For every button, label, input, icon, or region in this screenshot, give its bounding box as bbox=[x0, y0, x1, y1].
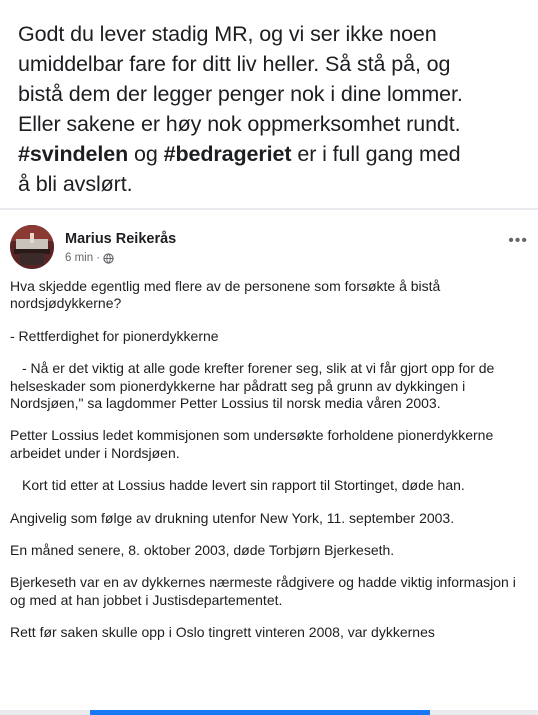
divider bbox=[0, 208, 538, 210]
caption-line: umiddelbar fare for ditt liv heller. Så stå på, og bbox=[18, 52, 451, 76]
caption-line: bistå dem der legger penger nok i dine lommer. bbox=[18, 82, 463, 106]
avatar[interactable] bbox=[10, 225, 54, 269]
post-paragraph: Rett før saken skulle opp i Oslo tingrett vinteren 2008, var dykkernes bbox=[10, 624, 435, 641]
caption-line: Godt du lever stadig MR, og vi ser ikke noen bbox=[18, 22, 437, 46]
caption-line: å bli avslørt. bbox=[18, 172, 133, 196]
caption-fragment: er i full gang med bbox=[291, 142, 461, 166]
post-paragraph: Hva skjedde egentlig med flere av de personene som forsøkte å bistå nordsjødykkerne? bbox=[10, 278, 441, 312]
author-name[interactable]: Marius Reikerås bbox=[65, 231, 177, 247]
globe-icon bbox=[103, 253, 114, 264]
caption-text bbox=[18, 19, 533, 199]
post-paragraph: En måned senere, 8. oktober 2003, døde Torbjørn Bjerkeseth. bbox=[10, 542, 395, 559]
bottom-bar bbox=[0, 710, 538, 715]
hashtag-link[interactable]: #svindelen bbox=[18, 142, 129, 166]
dot-separator: · bbox=[96, 252, 100, 264]
post-time[interactable]: 6 min bbox=[65, 252, 94, 264]
caption-line bbox=[18, 139, 533, 169]
post-paragraph: - Nå er det viktig at alle gode krefter forener seg, slik at vi får gjort opp for de helseskader som pionerdykkerne har pådratt seg på grunn av dykkingen i Nordsjøen," sa lagdommer Petter Lossius til norsk media våren 2003. bbox=[10, 360, 495, 412]
post-paragraph: Kort tid etter at Lossius hadde levert sin rapport til Stortinget, døde han. bbox=[22, 477, 465, 494]
post-paragraph: Angivelig som følge av drukning utenfor New York, 11. september 2003. bbox=[10, 509, 455, 526]
post-paragraph: Bjerkeseth var en av dykkernes nærmeste rådgivere og hadde viktig informasjon i og med at han jobbet i Justisdepartementet. bbox=[10, 574, 516, 608]
more-options-icon[interactable]: ••• bbox=[508, 232, 528, 249]
caption-fragment: og bbox=[128, 142, 164, 166]
post-paragraph: Petter Lossius ledet kommisjonen som undersøkte forholdene pionerdykkerne arbeidet under i Nordsjøen. bbox=[10, 427, 494, 461]
post-meta bbox=[65, 252, 114, 264]
avatar-image bbox=[10, 225, 54, 269]
post-paragraph: - Rettferdighet for pionerdykkerne bbox=[10, 327, 219, 344]
hashtag-link[interactable]: #bedrageriet bbox=[163, 142, 292, 166]
post-body bbox=[10, 278, 530, 657]
scroll-indicator bbox=[90, 710, 430, 715]
caption-line: Eller sakene er høy nok oppmerksomhet rundt. bbox=[18, 112, 461, 136]
